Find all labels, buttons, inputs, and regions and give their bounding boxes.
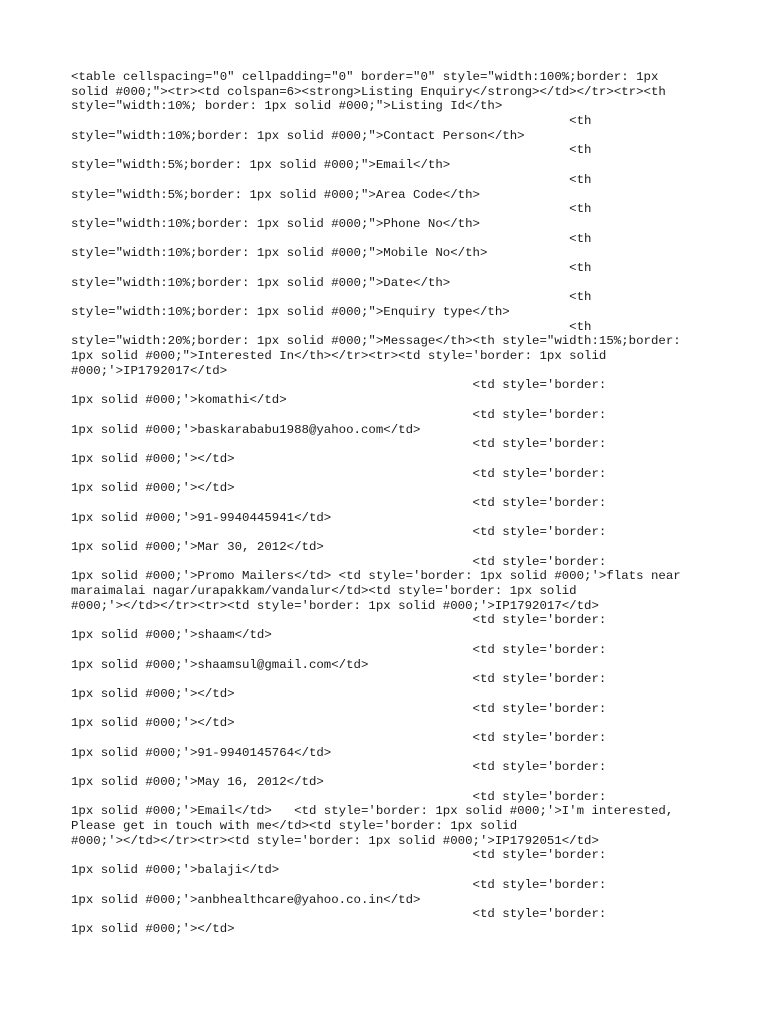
text-line: 1px solid #000;'>Email</td> <td style='border: 1px solid #000;'>I'm interested, bbox=[71, 804, 674, 819]
text-line: <td style='border: bbox=[71, 701, 607, 716]
text-line: <th bbox=[71, 143, 592, 158]
text-line: 1px solid #000;'></td> bbox=[71, 716, 235, 731]
text-line: <td style='border: bbox=[71, 437, 607, 452]
text-line: solid #000;"><tr><td colspan=6><strong>Listing Enquiry</strong></td></tr><tr><th bbox=[71, 84, 666, 99]
text-line: style="width:10%;border: 1px solid #000;">Mobile No</th> bbox=[71, 246, 488, 261]
text-line: <th bbox=[71, 290, 592, 305]
text-line: #000;'></td></tr><tr><td style='border: 1px solid #000;'>IP1792017</td> bbox=[71, 598, 599, 613]
text-line: 1px solid #000;'>Mar 30, 2012</td> bbox=[71, 540, 324, 554]
text-line: <td style='border: bbox=[71, 760, 607, 775]
text-line: <td style='border: bbox=[71, 613, 607, 628]
text-line: <th bbox=[71, 231, 592, 246]
text-line: style="width:10%;border: 1px solid #000;">Contact Person</th> bbox=[71, 128, 525, 143]
text-line: 1px solid #000;'></td> bbox=[71, 921, 235, 936]
text-line: <th bbox=[71, 172, 592, 187]
text-line: 1px solid #000;'></td> bbox=[71, 481, 235, 496]
text-line: 1px solid #000;'>komathi</td> bbox=[71, 393, 287, 408]
text-line: 1px solid #000;'></td> bbox=[71, 686, 235, 701]
text-line: <td style='border: bbox=[71, 642, 607, 657]
text-line: 1px solid #000;'>balaji</td> bbox=[71, 863, 280, 878]
text-line: <td style='border: bbox=[71, 554, 607, 569]
text-line: style="width:10%; border: 1px solid #000;">Listing Id</th> bbox=[71, 99, 503, 114]
text-line: <td style='border: bbox=[71, 378, 607, 393]
text-line: Please get in touch with me</td><td style='border: 1px solid bbox=[71, 819, 518, 834]
text-line: 1px solid #000;'>May 16, 2012</td> bbox=[71, 775, 324, 789]
text-line: <table cellspacing="0" cellpadding="0" border="0" style="width:100%;border: 1px bbox=[71, 70, 659, 84]
text-line: <td style='border: bbox=[71, 789, 607, 804]
code-text-block bbox=[71, 70, 711, 937]
text-line: maraimalai nagar/urapakkam/vandalur</td><td style='border: 1px solid bbox=[71, 584, 577, 599]
text-line: 1px solid #000;'>Promo Mailers</td> <td style='border: 1px solid #000;'>flats near bbox=[71, 569, 681, 584]
text-line: <td style='border: bbox=[71, 877, 607, 892]
text-line: style="width:20%;border: 1px solid #000;">Message</th><th style="width:15%;border: bbox=[71, 334, 681, 349]
text-line: <td style='border: bbox=[71, 495, 607, 510]
text-line: style="width:10%;border: 1px solid #000;">Phone No</th> bbox=[71, 216, 480, 231]
text-line: <td style='border: bbox=[71, 407, 607, 422]
text-line: <td style='border: bbox=[71, 848, 607, 863]
text-line: 1px solid #000;'>91-9940445941</td> bbox=[71, 510, 332, 525]
text-line: #000;'></td></tr><tr><td style='border: 1px solid #000;'>IP1792051</td> bbox=[71, 833, 599, 848]
text-line: <th bbox=[71, 202, 592, 217]
text-line: <td style='border: bbox=[71, 907, 607, 922]
text-line: style="width:5%;border: 1px solid #000;">Area Code</th> bbox=[71, 187, 480, 202]
text-line: style="width:5%;border: 1px solid #000;">Email</th> bbox=[71, 158, 451, 173]
text-line: 1px solid #000;'>91-9940145764</td> bbox=[71, 745, 332, 760]
text-line: 1px solid #000;'>baskarababu1988@yahoo.com</td> bbox=[71, 422, 421, 437]
text-line: 1px solid #000;'>shaamsul@gmail.com</td> bbox=[71, 657, 369, 672]
text-line: <th bbox=[71, 114, 592, 129]
text-line: <th bbox=[71, 260, 592, 275]
text-line: 1px solid #000;">Interested In</th></tr><tr><td style='border: 1px solid bbox=[71, 349, 607, 364]
text-line: style="width:10%;border: 1px solid #000;">Date</th> bbox=[71, 275, 451, 290]
text-line: <td style='border: bbox=[71, 525, 607, 540]
text-line: <td style='border: bbox=[71, 466, 607, 481]
text-line: 1px solid #000;'>shaam</td> bbox=[71, 628, 272, 643]
text-line: <td style='border: bbox=[71, 730, 607, 745]
text-line: <td style='border: bbox=[71, 672, 607, 687]
text-line: <th bbox=[71, 319, 592, 334]
text-line: 1px solid #000;'>anbhealthcare@yahoo.co.in</td> bbox=[71, 892, 421, 907]
text-line: style="width:10%;border: 1px solid #000;">Enquiry type</th> bbox=[71, 305, 510, 319]
text-line: #000;'>IP1792017</td> bbox=[71, 363, 228, 378]
text-line: 1px solid #000;'></td> bbox=[71, 451, 235, 466]
